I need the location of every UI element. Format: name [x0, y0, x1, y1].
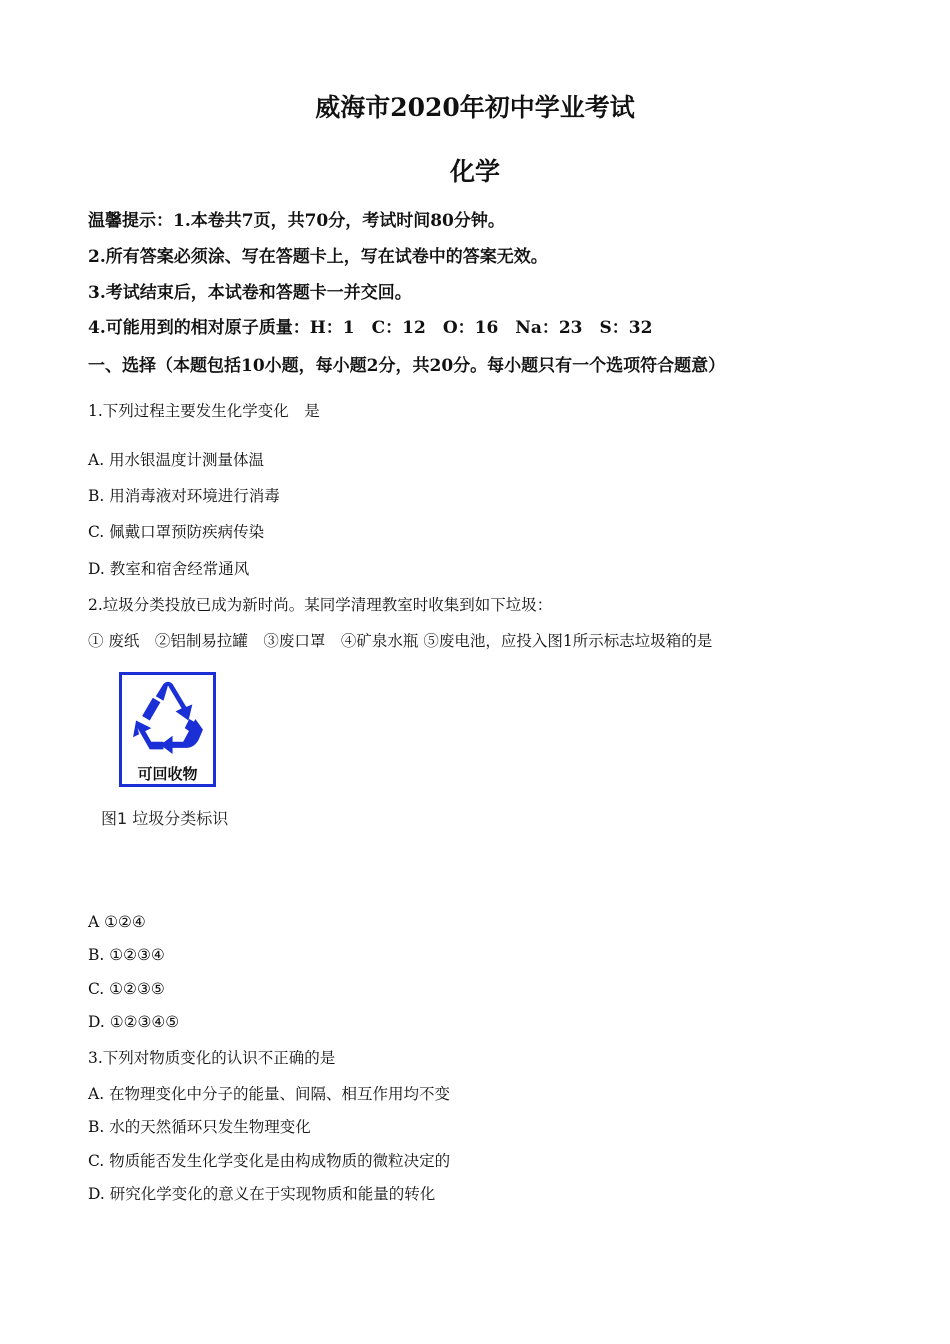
q2-option-b: B. ①②③④ [88, 946, 165, 964]
logo-label: 可回收物 [137, 765, 198, 783]
q1-option-a: A. 用水银温度计测量体温 [88, 451, 265, 469]
question-3-stem: 3.下列对物质变化的认识不正确的是 [88, 1049, 336, 1067]
q3-option-a: A. 在物理变化中分子的能量、间隔、相互作用均不变 [88, 1085, 451, 1103]
question-2-stem: 2.垃圾分类投放已成为新时尚。某同学清理教室时收集到如下垃圾： [88, 596, 553, 614]
q1-option-b: B. 用消毒液对环境进行消毒 [88, 487, 280, 505]
section-heading: 一、选择（本题包括10小题，每小题2分，共20分。每小题只有一个选项符合题意） [88, 356, 726, 376]
question-1-stem: 1.下列过程主要发生化学变化 是 [88, 402, 320, 420]
note-2: 2.所有答案必须涂、写在答题卡上，写在试卷中的答案无效。 [88, 247, 548, 267]
q3-option-c: C. 物质能否发生化学变化是由构成物质的微粒决定的 [88, 1152, 451, 1170]
note-3: 3.考试结束后，本试卷和答题卡一并交回。 [88, 283, 412, 303]
q2-option-a: A ①②④ [88, 913, 146, 931]
q3-option-b: B. 水的天然循环只发生物理变化 [88, 1118, 311, 1136]
note-1: 温馨提示：1.本卷共7页，共70分，考试时间80分钟。 [88, 211, 505, 231]
q3-option-d: D. 研究化学变化的意义在于实现物质和能量的转化 [88, 1185, 436, 1203]
q1-option-c: C. 佩戴口罩预防疾病传染 [88, 523, 265, 541]
question-2-items: ① 废纸 ②铝制易拉罐 ③废口罩 ④矿泉水瓶 ⑤废电池，应投入图1所示标志垃圾箱的是 [88, 632, 713, 650]
recycling-sign [119, 672, 216, 787]
q2-option-c: C. ①②③⑤ [88, 980, 165, 998]
exam-title: 威海市2020年初中学业考试 [315, 93, 635, 122]
subject-title: 化学 [449, 157, 500, 186]
q1-option-d: D. 教室和宿舍经常通风 [88, 560, 250, 578]
note-4: 4.可能用到的相对原子质量：H：1 C：12 O：16 Na：23 S：32 [88, 318, 653, 338]
recycle-icon [130, 681, 206, 757]
q2-option-d: D. ①②③④⑤ [88, 1013, 180, 1031]
figure-caption: 图1 垃圾分类标识 [101, 809, 229, 828]
